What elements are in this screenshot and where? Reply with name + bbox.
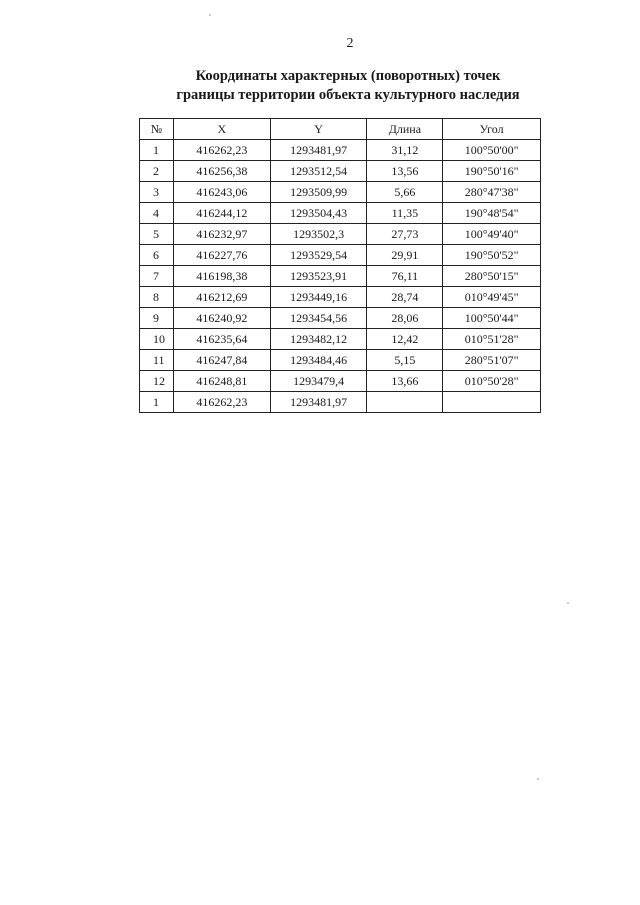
cell-length: 11,35 [367,203,443,224]
cell-length: 28,74 [367,287,443,308]
cell-number: 1 [140,392,174,413]
cell-x: 416247,84 [173,350,270,371]
document-title [28,67,640,105]
table-header-row [140,119,541,140]
scan-speck [209,14,211,16]
cell-y: 1293523,91 [270,266,367,287]
cell-length: 76,11 [367,266,443,287]
cell-y: 1293449,16 [270,287,367,308]
cell-y: 1293454,56 [270,308,367,329]
cell-number: 4 [140,203,174,224]
table-row [140,371,541,392]
cell-number: 11 [140,350,174,371]
cell-length [367,392,443,413]
coordinates-table [139,118,541,413]
cell-angle: 010°51'28" [443,329,541,350]
cell-x: 416244,12 [173,203,270,224]
cell-y: 1293481,97 [270,140,367,161]
header-x: X [173,119,270,140]
cell-number: 9 [140,308,174,329]
cell-angle: 100°50'44" [443,308,541,329]
cell-number: 3 [140,182,174,203]
table-row [140,224,541,245]
table-row [140,392,541,413]
cell-angle: 280°51'07" [443,350,541,371]
cell-y: 1293479,4 [270,371,367,392]
cell-length: 5,15 [367,350,443,371]
cell-length: 31,12 [367,140,443,161]
cell-x: 416262,23 [173,140,270,161]
cell-length: 28,06 [367,308,443,329]
cell-x: 416212,69 [173,287,270,308]
cell-number: 5 [140,224,174,245]
cell-number: 6 [140,245,174,266]
header-length: Длина [367,119,443,140]
cell-x: 416248,81 [173,371,270,392]
cell-angle: 280°47'38" [443,182,541,203]
cell-x: 416262,23 [173,392,270,413]
table-row [140,350,541,371]
cell-y: 1293512,54 [270,161,367,182]
header-angle: Угол [443,119,541,140]
cell-y: 1293482,12 [270,329,367,350]
cell-length: 27,73 [367,224,443,245]
cell-x: 416232,97 [173,224,270,245]
cell-x: 416227,76 [173,245,270,266]
cell-angle: 190°48'54" [443,203,541,224]
cell-length: 12,42 [367,329,443,350]
table-row [140,329,541,350]
table-row [140,266,541,287]
scan-speck [567,602,569,604]
table-row [140,140,541,161]
cell-y: 1293481,97 [270,392,367,413]
cell-number: 10 [140,329,174,350]
table-row [140,203,541,224]
table-row [140,161,541,182]
header-y: Y [270,119,367,140]
cell-y: 1293484,46 [270,350,367,371]
cell-length: 29,91 [367,245,443,266]
scan-speck [537,778,539,780]
cell-y: 1293509,99 [270,182,367,203]
cell-x: 416243,06 [173,182,270,203]
title-line-2: границы территории объекта культурного наследия [176,87,520,103]
cell-angle: 100°49'40" [443,224,541,245]
cell-number: 2 [140,161,174,182]
cell-x: 416256,38 [173,161,270,182]
cell-angle: 010°49'45" [443,287,541,308]
cell-x: 416198,38 [173,266,270,287]
cell-number: 7 [140,266,174,287]
table-row [140,182,541,203]
cell-angle [443,392,541,413]
cell-number: 1 [140,140,174,161]
table-body [140,140,541,413]
cell-x: 416240,92 [173,308,270,329]
cell-length: 13,56 [367,161,443,182]
cell-angle: 190°50'16" [443,161,541,182]
cell-number: 8 [140,287,174,308]
title-line-1: Координаты характерных (поворотных) точек [195,68,501,84]
cell-angle: 190°50'52" [443,245,541,266]
cell-length: 13,66 [367,371,443,392]
cell-angle: 280°50'15" [443,266,541,287]
header-number: № [140,119,174,140]
table-row [140,308,541,329]
table-row [140,245,541,266]
cell-y: 1293502,3 [270,224,367,245]
cell-x: 416235,64 [173,329,270,350]
page-number: 2 [346,36,354,51]
cell-y: 1293529,54 [270,245,367,266]
cell-number: 12 [140,371,174,392]
table-row [140,287,541,308]
cell-angle: 010°50'28" [443,371,541,392]
cell-angle: 100°50'00" [443,140,541,161]
cell-length: 5,66 [367,182,443,203]
cell-y: 1293504,43 [270,203,367,224]
